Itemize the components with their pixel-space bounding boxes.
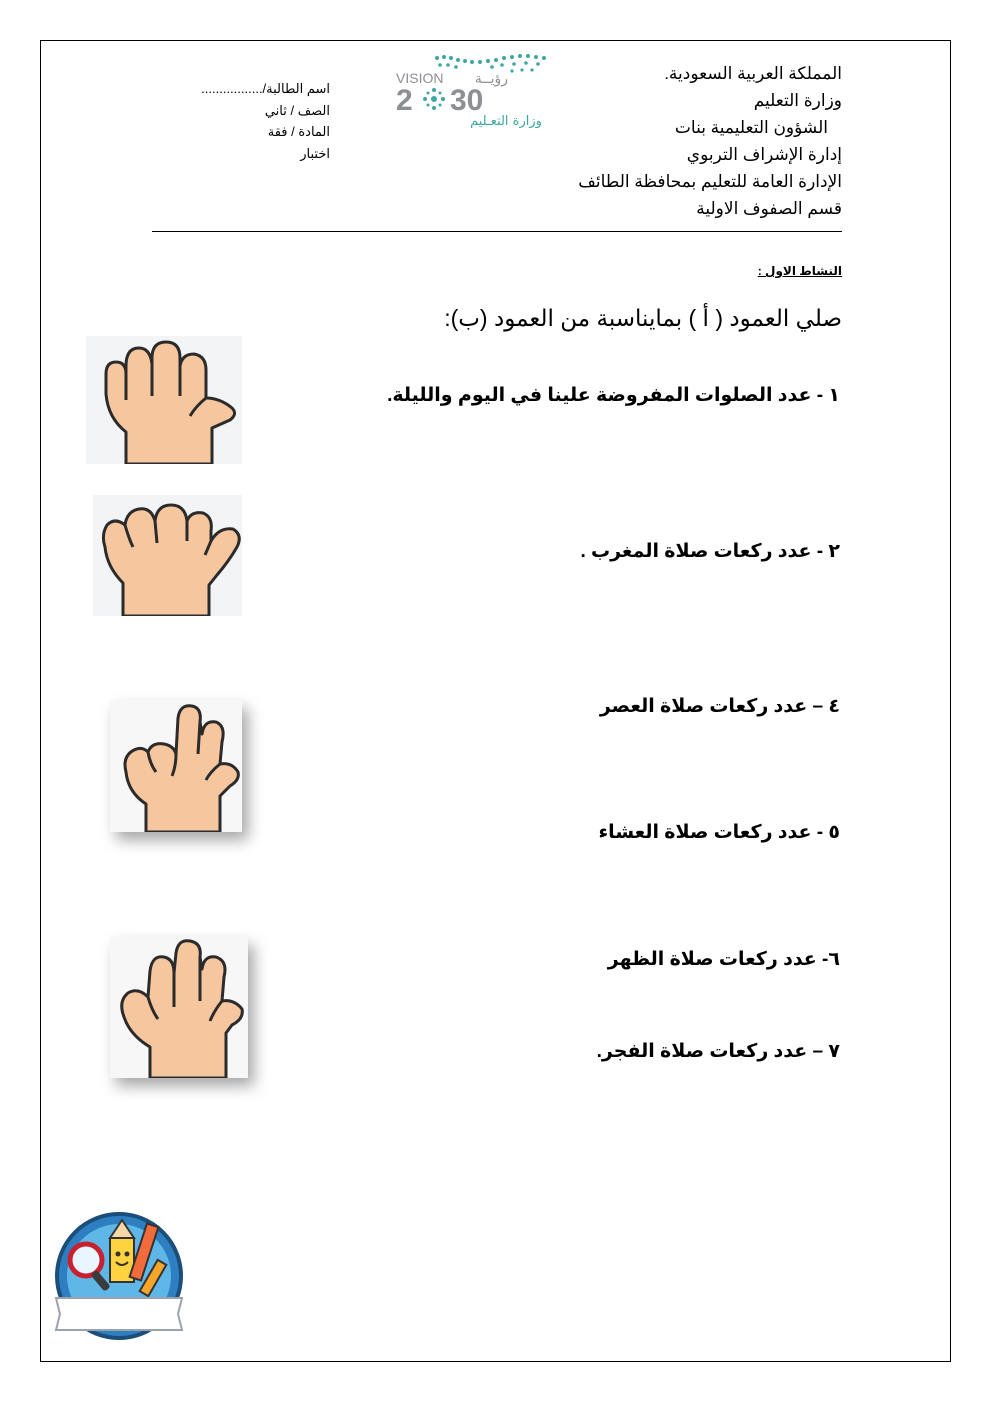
two-fingers-hand-icon (110, 700, 242, 832)
four-fingers-hand-icon (86, 336, 242, 464)
vision-2030-logo (392, 52, 554, 128)
header-line: الإدارة العامة للتعليم بمحافظة الطائف (578, 172, 842, 191)
question-item: ٧ – عدد ركعات صلاة الفجر. (596, 1041, 840, 1062)
student-name-field: اسم الطالبة/................. (201, 81, 330, 96)
instruction-text: صلي العمود ( أ ) بمايناسبة من العمود (ب): (444, 305, 842, 331)
question-item: ٦- عدد ركعات صلاة الظهر (607, 949, 840, 970)
header-line: إدارة الإشراف التربوي (686, 145, 842, 164)
header-line: المملكة العربية السعودية. (664, 64, 842, 83)
question-item: ٢ - عدد ركعات صلاة المغرب . (580, 541, 840, 562)
student-grade: الصف / ثاني (264, 102, 330, 118)
question-item: ٤ – عدد ركعات صلاة العصر (599, 696, 840, 717)
banner-ribbon (56, 1298, 182, 1330)
logo-vision-text: VISION (396, 70, 444, 86)
header-line: الشؤون التعليمية بنات (674, 118, 828, 137)
activity-title: النشاط الاول : (757, 264, 842, 278)
question-item: ٥ - عدد ركعات صلاة العشاء (598, 822, 840, 843)
exam-label: اختبار (300, 145, 330, 161)
question-item: ١ - عدد الصلوات المفروضة علينا في اليوم والليلة. (387, 385, 840, 406)
logo-ministry-text: وزارة التعـليم (470, 114, 542, 128)
logo-emblem (423, 88, 445, 110)
header-line: وزارة التعليم (753, 91, 842, 110)
student-info (175, 78, 330, 164)
header-divider (152, 231, 842, 232)
ministry-header (522, 60, 842, 222)
three-fingers-hand-icon (110, 937, 248, 1078)
logo-arabic-vision: رؤيــة (474, 71, 508, 87)
student-subject: المادة / فقة (267, 124, 330, 139)
header-line: قسم الصفوف الاولية (696, 199, 842, 218)
five-fingers-hand-icon (93, 495, 242, 616)
logo-year-left: 2 (396, 84, 413, 117)
logo-year-right: 30 (450, 84, 484, 117)
school-supplies-badge (52, 1200, 186, 1346)
